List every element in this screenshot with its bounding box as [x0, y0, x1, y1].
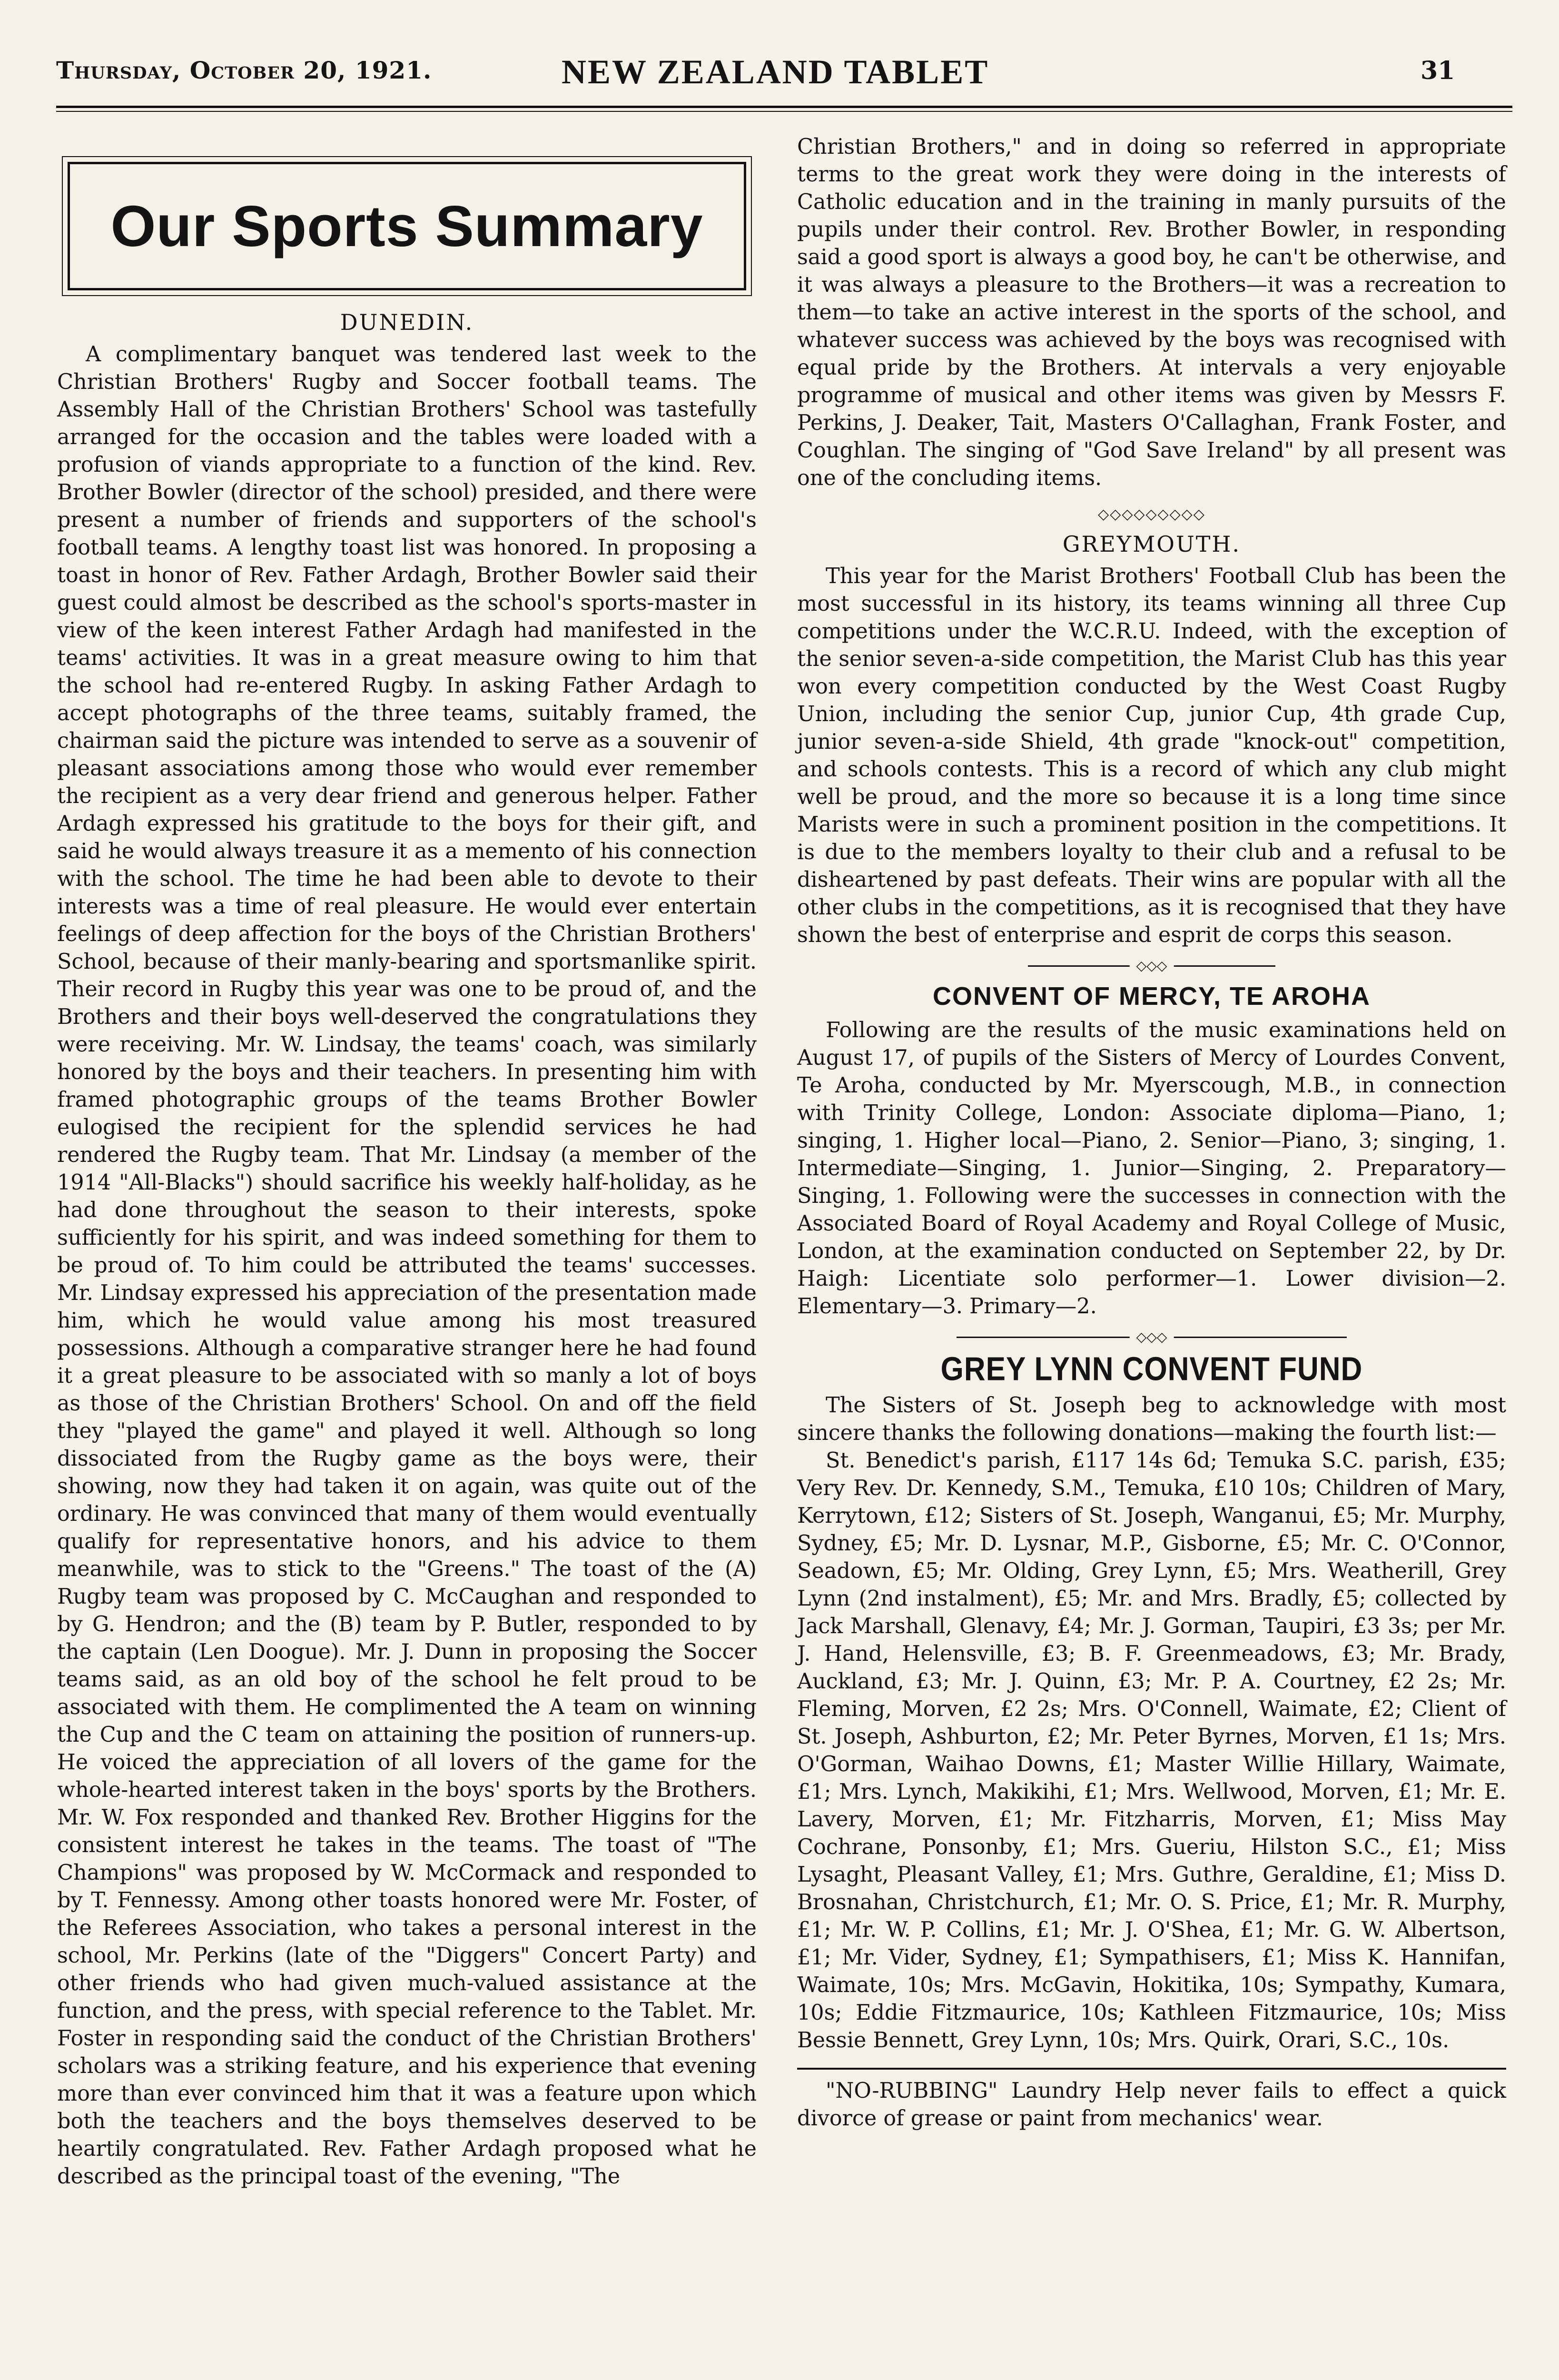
section-divider	[957, 1330, 1347, 1344]
left-column	[57, 119, 757, 2191]
dunedin-heading: DUNEDIN.	[340, 309, 474, 335]
divider-ornament: ◇◇◇	[1130, 959, 1174, 973]
right-column	[797, 133, 1506, 2132]
section-divider	[1028, 959, 1275, 973]
sports-summary-masthead: Our Sports Summary	[68, 162, 746, 290]
divider-ornament: ◇◇◇	[1130, 1330, 1174, 1344]
greymouth-article: This year for the Marist Brothers' Football Club has been the most successful in its history, its teams winning all three Cup competitions under the W.C.R.U. Indeed, with the exception of the senior seven-a-side competition, the Marist Club has this year won every competition conducted by the West Coast Rugby Union, including the senior Cup, junior Cup, 4th grade Cup, junior seven-a-side Shield, 4th grade "knock-out" competition, and schools contests. This is a record of which any club might well be proud, and the more so because it is a long time since Marists were in such a prominent position in the competitions. It is due to the members loyalty to their club and a refusal to be disheartened by past defeats. Their wins are popular with all the other clubs in the competitions, as it is recognised that they have shown the best of enterprise and esprit de corps this season.	[797, 564, 1506, 947]
laundry-notice	[797, 2068, 1506, 2132]
newspaper-title: NEW ZEALAND TABLET	[562, 53, 989, 91]
grey-lynn-donation-list: St. Benedict's parish, £117 14s 6d; Temuka S.C. parish, £35; Very Rev. Dr. Kennedy, S.M., Temuka, £10 10s; Children of Mary, Kerrytown, £12; Sisters of St. Joseph, Wanganui, £5; Mr. Murphy, Sydney, £5; Mr. D. Lysnar, M.P., Gisborne, £5; Mr. C. O'Connor, Seadown, £5; Mr. Olding, Grey Lynn, £5; Mrs. Weatherill, Grey Lynn (2nd instalment), £5; Mr. and Mrs. Bradly, £5; collected by Jack Marshall, Glenavy, £4; Mr. J. Gorman, Taupiri, £3 3s; per Mr. J. Hand, Helensville, £3; B. F. Greenmeadows, £3; Mr. Brady, Auckland, £3; Mr. J. Quinn, £3; Mr. P. A. Courtney, £2 2s; Mr. Fleming, Morven, £2 2s; Mrs. O'Connell, Waimate, £2; Client of St. Joseph, Ashburton, £2; Mr. Peter Byrnes, Morven, £1 1s; Mrs. O'Gorman, Waihao Downs, £1; Master Willie Hillary, Waimate, £1; Mrs. Lynch, Makikihi, £1; Mrs. Wellwood, Morven, £1; Mr. E. Lavery, Morven, £1; Mr. Fitzharris, Morven, £1; Miss May Cochrane, Ponsonby, £1; Mrs. Gueriu, Hilston S.C., £1; Miss Lysaght, Pleasant Valley, £1; Mrs. Guthre, Geraldine, £1; Miss D. Brosnahan, Christchurch, £1; Mr. O. S. Price, £1; Mr. R. Murphy, £1; Mr. W. P. Collins, £1; Mr. J. O'Shea, £1; Mr. G. W. Albertson, £1; Mr. Vider, Sydney, £1; Sympathisers, £1; Miss K. Hannifan, Waimate, 10s; Mrs. McGavin, Hokitika, 10s; Sympathy, Kumara, 10s; Eddie Fitzmaurice, 10s; Kathleen Fitzmaurice, 10s; Miss Bessie Bennett, Grey Lynn, 10s; Mrs. Quirk, Orari, S.C., 10s.	[797, 1448, 1506, 2053]
grey-lynn-heading: GREY LYNN CONVENT FUND	[940, 1350, 1363, 1388]
header-rule	[56, 106, 1512, 112]
dunedin-article-continued: Christian Brothers," and in doing so referred in appropriate terms to the great work they were doing in the interests of Catholic education and in the training in manly pursuits of the pupils under their control. Rev. Brother Bowler, in responding said a good sport is always a good boy, he can't be otherwise, and it was always a pleasure to the Brothers—it was a recreation to them—to take an active interest in the sports of the school, and whatever success was achieved by the boys was recognised with equal pride by the Brothers. At intervals a very enjoyable programme of musical and other items was given by Messrs F. Perkins, J. Deaker, Tait, Masters O'Callaghan, Frank Foster, and Coughlan. The singing of "God Save Ireland" by all present was one of the concluding items.	[797, 135, 1506, 490]
greymouth-heading: GREYMOUTH.	[1062, 531, 1241, 557]
convent-heading: CONVENT OF MERCY, TE AROHA	[932, 982, 1371, 1011]
grey-lynn-intro: The Sisters of St. Joseph beg to acknowledge with most sincere thanks the following donations—making the fourth list:—	[797, 1393, 1506, 1445]
greymouth-ornament: ◇◇◇◇◇◇◇◇◇	[1098, 506, 1205, 523]
dunedin-article: A complimentary banquet was tendered last week to the Christian Brothers' Rugby and Soccer football teams. The Assembly Hall of the Christian Brothers' School was tastefully arranged for the occasion and the tables were loaded with a profusion of viands appropriate to a function of the kind. Rev. Brother Bowler (director of the school) presided, and there were present a number of friends and supporters of the school's football teams. A lengthy toast list was honored. In proposing a toast in honor of Rev. Father Ardagh, Brother Bowler said their guest could almost be described as the school's sports-master in view of the keen interest Father Ardagh had manifested in the teams' activities. It was in a great measure owing to him that the school had re-entered Rugby. In asking Father Ardagh to accept photographs of the three teams, suitably framed, the chairman said the picture was intended to serve as a souvenir of pleasant associations among those who would ever remember the recipient as a very dear friend and generous helper. Father Ardagh expressed his gratitude to the boys for their gift, and said he would always treasure it as a memento of his connection with the school. The time he had been able to devote to their interests was a time of real pleasure. He would ever entertain feelings of deep affection for the boys of the Christian Brothers' School, because of their manly-bearing and sportsmanlike spirit. Their record in Rugby this year was one to be proud of, and the Brothers and their boys well-deserved the congratulations they were receiving. Mr. W. Lindsay, the teams' coach, was similarly honored by the boys and their teachers. In presenting him with framed photographic groups of the teams Brother Bowler eulogised the recipient for the splendid services he had rendered the Rugby team. That Mr. Lindsay (a member of the 1914 "All-Blacks") should sacrifice his weekly half-holiday, as he had done throughout the season to their interests, spoke sufficiently for his spirit, and was indeed something for them to be proud of. To him could be attributed the teams' successes. Mr. Lindsay expressed his appreciation of the presentation made him, which he would value among his most treasured possessions. Although a comparative stranger here he had found it a great pleasure to be associated with so manly a lot of boys as those of the Christian Brothers' School. On and off the field they "played the game" and played it well. Although so long dissociated from the Rugby game as the boys were, their showing, now they had taken it on again, was quite out of the ordinary. He was convinced that many of them would eventually qualify for representative honors, and his advice to them meanwhile, was to stick to the "Greens." The toast of the (A) Rugby team was proposed by C. McCaughan and responded to by G. Hendron; and the (B) team by P. Butler, responded to by the captain (Len Doogue). Mr. J. Dunn in proposing the Soccer teams said, as an old boy of the school he felt proud to be associated with them. He complimented the A team on winning the Cup and the C team on attaining the position of runners-up. He voiced the appreciation of all lovers of the game for the whole-hearted interest taken in the boys' sports by the Brothers. Mr. W. Fox responded and thanked Rev. Brother Higgins for the consistent interest he takes in the teams. The toast of "The Champions" was proposed by W. McCormack and responded to by T. Fennessy. Among other toasts honored were Mr. Foster, of the Referees Association, who takes a personal interest in the school, Mr. Perkins (late of the "Diggers" Concert Party) and other friends who had given much-valued assistance at the function, and the press, with special reference to the Tablet. Mr. Foster in responding said the conduct of the Christian Brothers' scholars was a striking feature, and his experience that evening more than ever convinced him that it was a feature upon which both the teachers and the boys themselves deserved to be heartily congratulated. Rev. Father Ardagh proposed what he described as the principal toast of the evening, "The	[57, 342, 757, 2189]
convent-article: Following are the results of the music examinations held on August 17, of pupils of the Sisters of Mercy of Lourdes Convent, Te Aroha, conducted by Mr. Myerscough, M.B., in connection with Trinity College, London: Associate diploma—Piano, 1; singing, 1. Higher local—Piano, 2. Senior—Piano, 3; singing, 1. Intermediate—Singing, 1. Junior—Singing, 2. Preparatory—Singing, 1. Following were the successes in connection with the Associated Board of Royal Academy and Royal College of Music, London, at the examination conducted on September 22, by Dr. Haigh: Licentiate solo performer—1. Lower division—2. Elementary—3. Primary—2.	[797, 1018, 1506, 1319]
laundry-notice-text: "NO-RUBBING" Laundry Help never fails to effect a quick divorce of grease or paint from mechanics' wear.	[797, 2079, 1506, 2131]
page-number: 31	[1421, 56, 1455, 85]
issue-date: Thursday, October 20, 1921.	[56, 56, 432, 84]
